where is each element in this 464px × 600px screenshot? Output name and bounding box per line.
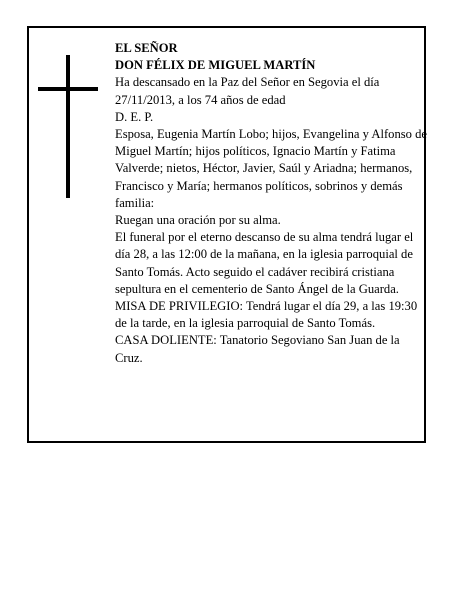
title-line-1: EL SEÑOR [115,41,178,55]
funeral-info: El funeral por el eterno descanso de su alma tendrá lugar el día 28, a las 12:00 de la mañana, en la iglesia parroquial de Santo Tomás. Acto seguido el cadáver recibirá cristiana sepultura en el cementerio de Santo Ángel de la Guarda. [115,230,414,296]
cross-vertical-bar [66,55,70,198]
dep-line: D. E. P. [115,109,154,124]
announcement: Ha descansado en la Paz del Señor en Segovia el día 27/11/2013, a los 74 años de edad [115,75,380,107]
mass-info: MISA DE PRIVILEGIO: Tendrá lugar el día 29, a las 19:30 de la tarde, en la iglesia parroquial de Santo Tomás. [115,299,418,331]
prayer-request: Ruegan una oración por su alma. [115,213,281,228]
notice-text [115,40,427,367]
obituary-notice [27,26,426,443]
house-info: CASA DOLIENTE: Tanatorio Segoviano San Juan de la Cruz. [115,333,400,365]
deceased-name: DON FÉLIX DE MIGUEL MARTÍN [115,58,316,73]
family-list: Esposa, Eugenia Martín Lobo; hijos, Evangelina y Alfonso de Miguel Martín; hijos políticos, Ignacio Martín y Fatima Valverde; nietos, Héctor, Javier, Saúl y Ariadna; hermanos, Francisco y María; hermanos políticos, sobrinos y demás familia: [115,127,427,210]
cross-horizontal-bar [38,87,98,91]
